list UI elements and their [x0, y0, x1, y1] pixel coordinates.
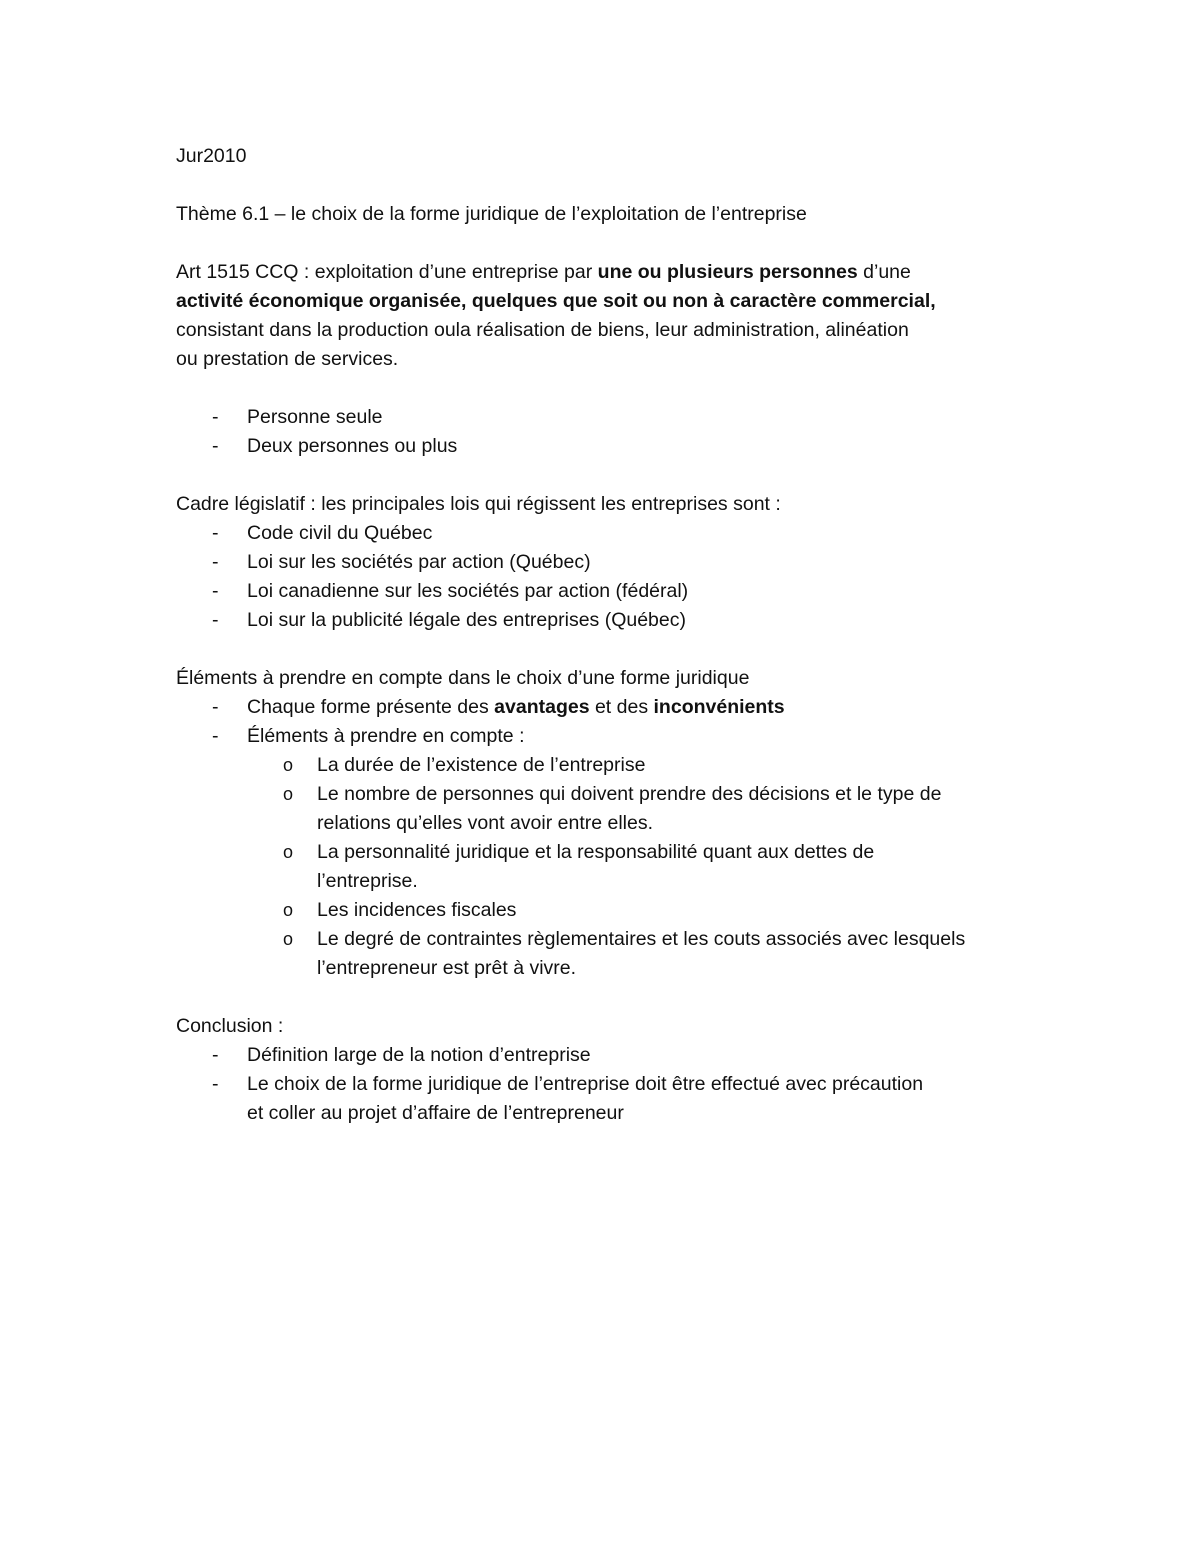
dash-bullet: - — [212, 609, 219, 631]
document-page — [176, 142, 1056, 1128]
dash-bullet: - — [212, 580, 219, 602]
list-item: - Définition large de la notion d’entreprise — [176, 1041, 1056, 1070]
article-bold-activity: activité économique organisée, quelques que soit ou non à caractère commercial — [176, 290, 931, 312]
dash-bullet: - — [212, 1073, 219, 1095]
dash-bullet: - — [212, 435, 219, 457]
article-comma: , — [930, 290, 936, 312]
bold-avantages: avantages — [494, 696, 590, 718]
elements-sub-list — [247, 751, 1056, 983]
circle-bullet: o — [283, 900, 294, 920]
bold-inconvenients: inconvénients — [653, 696, 785, 718]
elements-list — [176, 693, 1056, 983]
conclusion-heading: Conclusion : — [176, 1015, 284, 1037]
list-item: - Personne seule — [176, 403, 1056, 432]
page-title: Thème 6.1 – le choix de la forme juridique de l’exploitation de l’entreprise — [176, 203, 807, 225]
circle-bullet: o — [283, 842, 294, 862]
dash-bullet: - — [212, 725, 219, 747]
article-prefix: Art 1515 CCQ : exploitation d’une entreprise par — [176, 261, 598, 283]
circle-bullet: o — [283, 755, 294, 775]
elements-heading: Éléments à prendre en compte dans le choix d’une forme juridique — [176, 667, 750, 689]
sub-list-item: o Les incidences fiscales — [176, 896, 1056, 925]
article-bold-persons: une ou plusieurs personnes — [597, 261, 858, 283]
article-line-2 — [176, 287, 1056, 316]
article-line-4: ou prestation de services. — [176, 348, 399, 370]
list-item: - Éléments à prendre en compte : o La durée de l’existence de l’entreprise o Le nombre de personnes qui doivent prendre des décisions et le type de relations qu’elles vont avoir entre elles. o La personnalité juridique et la responsabilité quant aux dettes de l’entreprise. o Les incidences fiscales o Le degré de contraintes règlementaires et les couts associés avec lesquels l’entrepreneur est prêt à vivre. — [176, 722, 1056, 983]
dash-bullet: - — [212, 1044, 219, 1066]
sub-list-item: o La personnalité juridique et la responsabilité quant aux dettes de l’entreprise. — [176, 838, 1056, 896]
article-line-3: consistant dans la production oula réalisation de biens, leur administration, alinéation — [176, 319, 909, 341]
list-item: - Deux personnes ou plus — [176, 432, 1056, 461]
cadre-list — [176, 519, 1056, 635]
course-code: Jur2010 — [176, 145, 247, 167]
list-item: - Loi sur la publicité légale des entreprises (Québec) — [176, 606, 1056, 635]
dash-bullet: - — [212, 406, 219, 428]
list-item: - Code civil du Québec — [176, 519, 1056, 548]
dash-bullet: - — [212, 522, 219, 544]
persons-list — [176, 403, 1056, 461]
cadre-heading: Cadre législatif : les principales lois qui régissent les entreprises sont : — [176, 493, 781, 515]
list-item: - Loi canadienne sur les sociétés par action (fédéral) — [176, 577, 1056, 606]
conclusion-list — [176, 1041, 1056, 1128]
list-item: - Le choix de la forme juridique de l’entreprise doit être effectué avec précaution et coller au projet d’affaire de l’entrepreneur — [176, 1070, 1056, 1128]
sub-list-item: o Le nombre de personnes qui doivent prendre des décisions et le type de relations qu’elles vont avoir entre elles. — [176, 780, 1056, 838]
article-line-1 — [176, 258, 1056, 287]
sub-list-item: o La durée de l’existence de l’entreprise — [176, 751, 1056, 780]
article-mid: d’une — [857, 261, 911, 283]
list-item: - Chaque forme présente des avantages et des inconvénients — [176, 693, 1056, 722]
article-paragraph — [176, 258, 1056, 374]
circle-bullet: o — [283, 929, 294, 949]
list-item: - Loi sur les sociétés par action (Québec) — [176, 548, 1056, 577]
circle-bullet: o — [283, 784, 294, 804]
sub-list-item: o Le degré de contraintes règlementaires et les couts associés avec lesquels l’entrepreneur est prêt à vivre. — [176, 925, 1056, 983]
dash-bullet: - — [212, 551, 219, 573]
dash-bullet: - — [212, 696, 219, 718]
